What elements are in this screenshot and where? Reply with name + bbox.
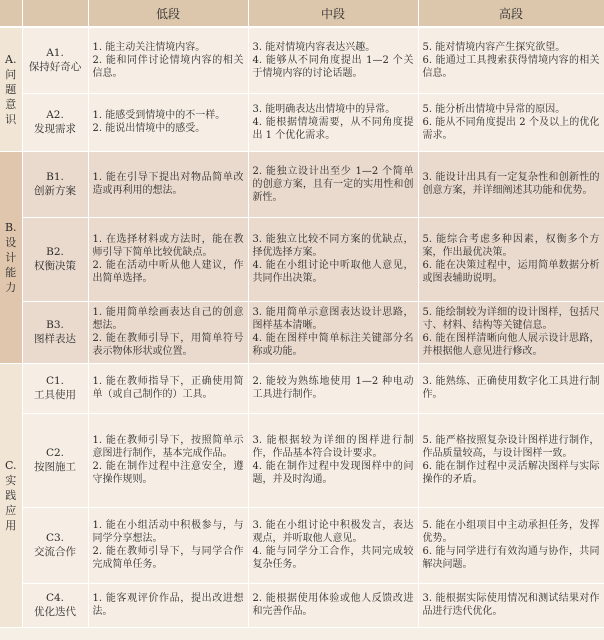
criteria-item: 1. 能用简单绘画表达自己的创意想法。 <box>92 307 244 331</box>
criteria-mid <box>248 583 418 627</box>
criteria-item: 6. 能在制作过程中灵活解决图样与实际操作的矛盾。 <box>422 461 600 485</box>
criteria-item: 3. 能对情境内容表达兴趣。 <box>252 41 376 53</box>
sub-indicator <box>22 583 88 627</box>
criteria-item: 6. 能通过工具搜索获得情境内容的相关信息。 <box>422 54 600 79</box>
sub-indicator-code: A2. <box>46 109 64 121</box>
table-body <box>0 27 604 627</box>
criteria-high <box>418 413 604 507</box>
header-sub <box>22 0 88 27</box>
sub-indicator-code: C3. <box>45 532 65 544</box>
criteria-mid <box>248 413 418 507</box>
sub-indicator-code: A1. <box>46 47 64 60</box>
sub-indicator-name: 发现需求 <box>34 123 76 135</box>
criteria-mid <box>248 507 418 583</box>
criteria-low <box>88 301 248 363</box>
sub-indicator-name: 权衡决策 <box>34 260 76 272</box>
table-row <box>0 151 604 217</box>
criteria-low <box>88 27 248 93</box>
sub-indicator-code: C1. <box>45 375 65 387</box>
criteria-high <box>418 27 604 93</box>
sub-indicator <box>22 151 88 217</box>
dimension-label: B. 设 计 能 力 <box>0 151 22 363</box>
criteria-item: 1. 能主动关注情境内容。 <box>92 41 206 53</box>
sub-indicator <box>22 363 88 413</box>
criteria-mid <box>248 363 418 413</box>
criteria-item: 1. 在选择材料或方法时，能在教师引导下简单比较优缺点。 <box>92 234 244 258</box>
table-row <box>0 301 604 363</box>
criteria-mid <box>248 151 418 217</box>
criteria-item: 4. 能在小组讨论中听取他人意见，共同作出决策。 <box>252 260 414 284</box>
criteria-item: 5. 能严格按照复杂设计图样进行制作，作品质量较高，与设计图样一致。 <box>422 435 600 459</box>
criteria-item: 2. 能在教师引导下，用简单符号表示物体形状或位置。 <box>92 333 244 357</box>
criteria-item: 3. 能明确表达出情境中的异常。 <box>252 103 396 115</box>
sub-indicator-code: B2. <box>46 246 64 258</box>
table-row <box>0 413 604 507</box>
criteria-mid <box>248 93 418 151</box>
criteria-item: 3. 能根据实际使用情况和测试结果对作品进行迭代优化。 <box>422 593 600 617</box>
criteria-item: 2. 能独立设计出至少 1—2 个简单的创意方案，且有一定的实用性和创新性。 <box>252 165 414 203</box>
criteria-item: 3. 能在小组讨论中积极发言，表达观点，并听取他人意见。 <box>252 520 414 544</box>
criteria-item: 1. 能在教师引导下，按照简单示意图进行制作，基本完成作品。 <box>92 435 244 459</box>
criteria-item: 5. 能在小组项目中主动承担任务，发挥优势。 <box>422 520 600 544</box>
criteria-item: 1. 能在小组活动中积极参与，与同学分享想法。 <box>92 520 244 544</box>
sub-indicator <box>22 301 88 363</box>
criteria-high <box>418 151 604 217</box>
criteria-item: 4. 能在制作过程中发现图样中的问题，并及时沟通。 <box>252 461 414 485</box>
criteria-item: 6. 能在决策过程中，运用简单数据分析或图表辅助说明。 <box>422 260 600 284</box>
sub-indicator <box>22 27 88 93</box>
sub-indicator <box>22 507 88 583</box>
sub-indicator-code: C4. <box>45 592 65 604</box>
criteria-high <box>418 93 604 151</box>
table-row <box>0 583 604 627</box>
sub-indicator-name: 保持好奇心 <box>28 61 82 74</box>
criteria-item: 2. 能在教师引导下，与同学合作完成简单任务。 <box>92 546 244 570</box>
criteria-item: 2. 能在活动中听从他人建议，作出简单选择。 <box>92 260 244 284</box>
sub-indicator-code: B3. <box>46 319 64 331</box>
criteria-low <box>88 217 248 301</box>
criteria-low <box>88 583 248 627</box>
table-row <box>0 27 604 93</box>
criteria-item: 1. 能在教师指导下，正确使用简单（或自己制作的）工具。 <box>92 376 244 400</box>
criteria-item: 3. 能设计出具有一定复杂性和创新性的创意方案，并详细阐述其功能和优势。 <box>422 172 600 196</box>
criteria-item: 5. 能综合考虑多种因素，权衡多个方案，作出最优决策。 <box>422 234 600 258</box>
criteria-item: 6. 能在图样清晰向他人展示设计思路，并根据他人意见进行修改。 <box>422 333 600 357</box>
criteria-item: 2. 能说出情境中的感受。 <box>92 123 206 134</box>
sub-indicator-name: 按图施工 <box>34 461 76 473</box>
criteria-item: 5. 能对情境内容产生探究欲望。 <box>422 41 566 53</box>
sub-indicator-name: 优化迭代 <box>34 606 76 618</box>
criteria-item: 6. 能从不同角度提出 2 个及以上的优化需求。 <box>422 116 600 141</box>
table-row <box>0 93 604 151</box>
header-mid: 中段 <box>248 0 418 27</box>
criteria-item: 2. 能在制作过程中注意安全，遵守操作规则。 <box>92 461 244 485</box>
criteria-item: 5. 能分析出情境中异常的原因。 <box>422 103 566 115</box>
criteria-mid <box>248 301 418 363</box>
criteria-mid <box>248 217 418 301</box>
header-row <box>0 0 604 27</box>
criteria-item: 3. 能熟练、正确使用数字化工具进行制作。 <box>422 376 600 400</box>
sub-indicator-name: 交流合作 <box>34 546 76 558</box>
criteria-item: 2. 能较为熟练地使用 1—2 种电动工具进行制作。 <box>252 376 414 400</box>
criteria-item: 4. 能够从不同角度提出 1—2 个关于情境内容的讨论话题。 <box>252 54 414 79</box>
criteria-item: 4. 能在图样中简单标注关键部分名称或功能。 <box>252 333 414 357</box>
table-row <box>0 507 604 583</box>
header-low: 低段 <box>88 0 248 27</box>
sub-indicator-code: B1. <box>46 171 64 183</box>
sub-indicator-code: C2. <box>45 447 65 459</box>
criteria-low <box>88 151 248 217</box>
criteria-item: 3. 能用简单示意图表达设计思路，图样基本清晰。 <box>252 307 414 331</box>
criteria-low <box>88 363 248 413</box>
table-row <box>0 363 604 413</box>
sub-indicator <box>22 217 88 301</box>
criteria-mid <box>248 27 418 93</box>
header-corner <box>0 0 22 27</box>
criteria-item: 3. 能独立比较不同方案的优缺点，择优选择方案。 <box>252 234 414 258</box>
criteria-high <box>418 301 604 363</box>
criteria-item: 2. 能和同伴讨论情境内容的相关信息。 <box>92 54 244 79</box>
dimension-label: C. 实 践 应 用 <box>0 363 22 627</box>
sub-indicator <box>22 413 88 507</box>
criteria-high <box>418 583 604 627</box>
criteria-item: 1. 能在引导下提出对物品简单改造或再利用的想法。 <box>92 172 244 196</box>
criteria-item: 2. 能根据使用体验或他人反馈改进和完善作品。 <box>252 593 414 617</box>
criteria-item: 5. 能绘制较为详细的设计图样，包括尺寸、材料、结构等关键信息。 <box>422 307 600 331</box>
sub-indicator-name: 工具使用 <box>34 389 76 401</box>
header-high: 高段 <box>418 0 604 27</box>
sub-indicator-name: 图样表达 <box>34 333 76 345</box>
criteria-high <box>418 363 604 413</box>
dimension-label: A. 问 题 意 识 <box>0 27 22 151</box>
criteria-low <box>88 413 248 507</box>
sub-indicator <box>22 93 88 151</box>
criteria-item: 4. 能根据情境需要，从不同角度提出 1 个优化需求。 <box>252 116 414 141</box>
criteria-low <box>88 93 248 151</box>
criteria-high <box>418 217 604 301</box>
criteria-item: 3. 能根据较为详细的图样进行制作，作品基本符合设计要求。 <box>252 435 414 459</box>
criteria-item: 1. 能感受到情境中的不一样。 <box>92 110 226 121</box>
criteria-item: 6. 能与同学进行有效沟通与协作，共同解决问题。 <box>422 546 600 570</box>
criteria-item: 1. 能客观评价作品，提出改进想法。 <box>92 593 244 617</box>
criteria-high <box>418 507 604 583</box>
table-row <box>0 217 604 301</box>
criteria-item: 4. 能与同学分工合作，共同完成较复杂任务。 <box>252 546 414 570</box>
sub-indicator-name: 创新方案 <box>34 185 76 197</box>
criteria-low <box>88 507 248 583</box>
